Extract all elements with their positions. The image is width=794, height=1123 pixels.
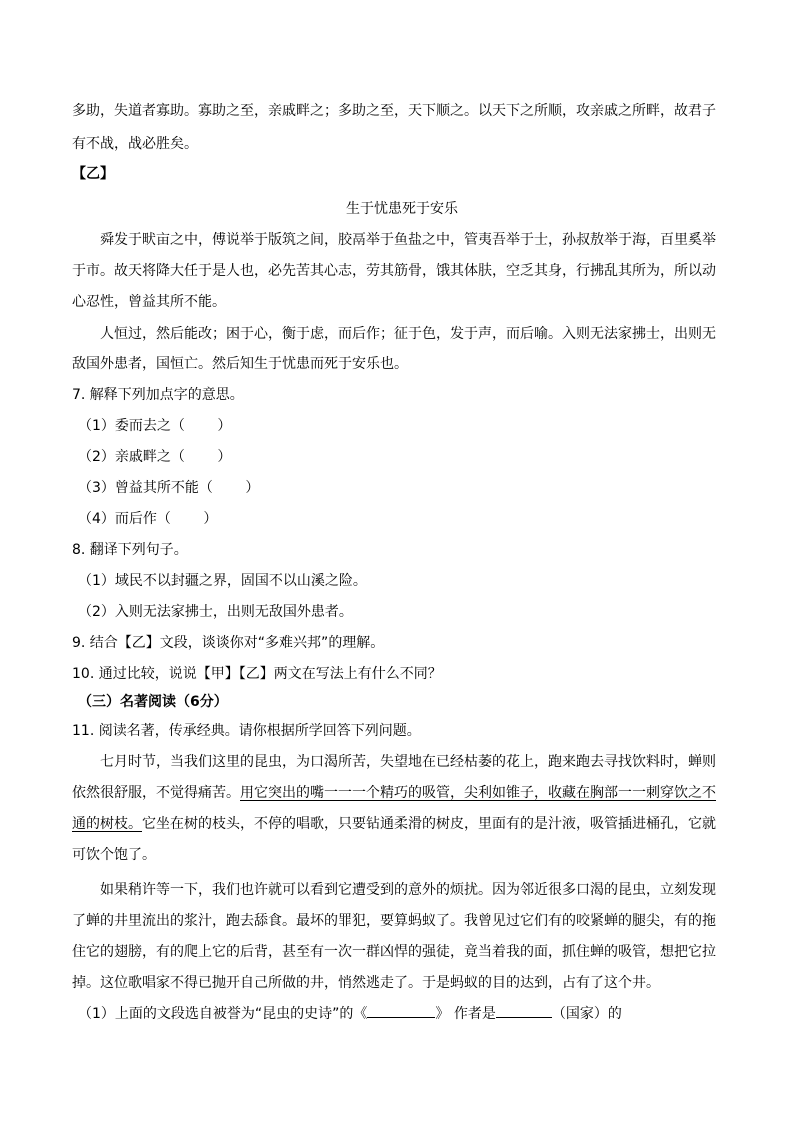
q11-prompt: 11. 阅读名著，传承经典。请你根据所学回答下列问题。 xyxy=(72,723,421,739)
q11-p1-line xyxy=(72,814,732,834)
q11-sub1 xyxy=(78,1003,738,1023)
jia-text-line: 多助，失道者寡助。寡助之至，亲戚畔之；多助之至，天下顺之。以天下之所顺，攻亲戚之所畔，故君子 xyxy=(72,103,716,119)
q11-p2-line: 了蝉的井里流出的浆汁，跑去舔食。最坏的罪犯，要算蚂蚁了。我曾见过它们有的咬紧蝉的腿尖，有的拖 xyxy=(72,913,716,929)
plain-text: 它坐在树的枝头，不停的唱歌，只要钻通柔滑的树皮，里面有的是汁液，吸管插进桶孔，它就 xyxy=(142,816,716,832)
yi-p1-line: 心忍性，曾益其所不能。 xyxy=(72,294,226,310)
q7-item: （1）委而去之（ ） xyxy=(78,418,232,434)
q11-p1-line xyxy=(72,783,732,803)
book-title-blank[interactable] xyxy=(367,1003,435,1018)
q11-p1-line: 七月时节，当我们这里的昆虫，为口渴所苦，失望地在已经枯萎的花上，跑来跑去寻找饮料时，蝉则 xyxy=(100,754,716,770)
q11-p2-line: 掉。这位歌唱家不得已抛开自己所做的井，悄然逃走了。于是蚂蚁的目的达到，占有了这个井。 xyxy=(72,975,660,991)
yi-p1-line: 舜发于畎亩之中，傅说举于版筑之间，胶鬲举于鱼盐之中，管夷吾举于士，孙叔敖举于海，百里奚举 xyxy=(100,232,716,248)
jia-text-line: 有不战，战必胜矣。 xyxy=(72,136,198,152)
yi-title: 生于忧患死于安乐 xyxy=(346,201,458,217)
q11-p2-line: 住它的翅膀，有的爬上它的后背，甚至有一次一群凶悍的强徒，竟当着我的面，抓住蝉的吸管，想把它拉 xyxy=(72,944,716,960)
underlined-sentence: 用它突出的嘴一一一个精巧的吸管，尖利如锥子，收藏在胸部一一刺穿饮之不 xyxy=(240,785,716,801)
q8-prompt: 8. 翻译下列句子。 xyxy=(72,542,188,558)
q7-item: （4）而后作（ ） xyxy=(78,511,218,527)
sub1-text: （国家）的 xyxy=(551,1006,622,1022)
yi-p2-line: 人恒过，然后能改；困于心，衡于虑，而后作；征于色，发于声，而后喻。入则无法家拂士，出则无 xyxy=(100,326,716,342)
yi-p2-line: 敌国外患者，国恒亡。然后知生于忧患而死于安乐也。 xyxy=(72,356,408,372)
q9-prompt: 9. 结合【乙】文段，谈谈你对“多难兴邦”的理解。 xyxy=(72,635,385,651)
plain-text: 依然很舒服，不觉得痛苦。 xyxy=(72,785,240,801)
yi-p1-line: 于市。故天将降大任于是人也，必先苦其心志，劳其筋骨，饿其体肤，空乏其身，行拂乱其所为，所以动 xyxy=(72,263,716,279)
q10-prompt: 10. 通过比较，说说【甲】【乙】两文在写法上有什么不同？ xyxy=(72,666,442,682)
sub1-text: （1）上面的文段选自被誉为“昆虫的史诗”的《 xyxy=(78,1006,368,1022)
q8-item: （2）入则无法家拂士，出则无敌国外患者。 xyxy=(78,604,353,620)
q7-item: （3）曾益其所不能（ ） xyxy=(78,480,260,496)
q7-prompt: 7. 解释下列加点字的意思。 xyxy=(72,387,244,403)
q7-item: （2）亲戚畔之（ ） xyxy=(78,449,232,465)
sub1-text: 》 作者是 xyxy=(435,1006,496,1022)
q11-p2-line: 如果稍许等一下，我们也许就可以看到它遭受到的意外的烦扰。因为邻近很多口渴的昆虫，立刻发现 xyxy=(100,882,716,898)
q11-p1-line: 可饮个饱了。 xyxy=(72,847,156,863)
yi-label: 【乙】 xyxy=(72,166,114,182)
section-heading: （三）名著阅读（6分） xyxy=(78,694,228,710)
country-blank[interactable] xyxy=(496,1003,552,1018)
q8-item: （1）域民不以封疆之界，固国不以山溪之险。 xyxy=(78,573,367,589)
underlined-sentence: 通的树枝。 xyxy=(72,816,142,832)
